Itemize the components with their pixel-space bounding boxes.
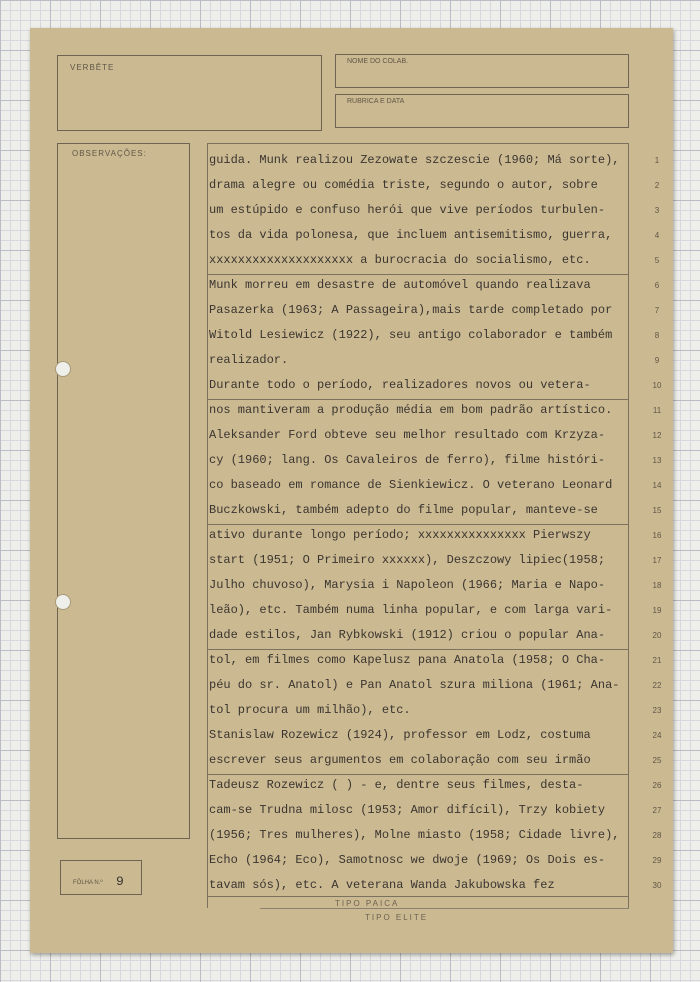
text-line: leão), etc. Também numa linha popular, e com larga vari-: [209, 603, 613, 617]
line-number: 15: [652, 506, 662, 515]
line-number: 30: [652, 881, 662, 890]
text-line: Durante todo o período, realizadores novos ou vetera-: [209, 378, 591, 392]
line-number: 28: [652, 831, 662, 840]
text-line: cy (1960; lang. Os Cavaleiros de ferro), filme históri-: [209, 453, 606, 467]
text-line: Tadeusz Rozewicz ( ) - e, dentre seus filmes, desta-: [209, 778, 584, 792]
line-number: 2: [654, 181, 660, 190]
folha-number: 9: [116, 874, 124, 889]
text-line: Pasazerka (1963; A Passageira),mais tarde completado por: [209, 303, 613, 317]
line-number: 18: [652, 581, 662, 590]
line-number: 4: [654, 231, 660, 240]
line-number: 5: [654, 256, 660, 265]
line-number: 26: [652, 781, 662, 790]
line-number: 12: [652, 431, 662, 440]
text-line: Aleksander Ford obteve seu melhor resultado com Krzyza-: [209, 428, 606, 442]
text-line: Echo (1964; Eco), Samotnosc we dwoje (1969; Os Dois es-: [209, 853, 606, 867]
line-number: 25: [652, 756, 662, 765]
text-line: Stanislaw Rozewicz (1924), professor em Lodz, costuma: [209, 728, 591, 742]
line-number: 20: [652, 631, 662, 640]
line-number: 11: [652, 406, 662, 415]
text-line: Witold Lesiewicz (1922), seu antigo colaborador e também: [209, 328, 613, 342]
line-number: 14: [652, 481, 662, 490]
typing-area-top-border: [207, 143, 629, 144]
line-number: 3: [654, 206, 660, 215]
folha-box: [60, 860, 142, 895]
line-number: 23: [652, 706, 662, 715]
tipo-paica-label: TIPO PAICA: [335, 899, 400, 908]
text-line: tos da vida polonesa, que incluem antisemitismo, guerra,: [209, 228, 613, 242]
text-line: um estúpido e confuso herói que vive períodos turbulen-: [209, 203, 606, 217]
tipo-elite-label: TIPO ELITE: [365, 913, 429, 922]
text-line: tol procura um milhão), etc.: [209, 703, 411, 717]
text-line: start (1951; O Primeiro xxxxxx), Deszczowy lipiec(1958;: [209, 553, 606, 567]
line-number: 17: [652, 556, 662, 565]
folha-label: FÔLHA N.º: [73, 880, 103, 886]
text-line: péu do sr. Anatol) e Pan Anatol szura miliona (1961; Ana-: [209, 678, 620, 692]
line-number: 6: [654, 281, 660, 290]
line-number: 16: [652, 531, 662, 540]
tipo-elite-rule: [260, 908, 629, 909]
observacoes-label: OBSERVAÇÕES:: [72, 149, 147, 158]
text-line: Buczkowski, também adepto do filme popular, manteve-se: [209, 503, 598, 517]
line-number: 13: [652, 456, 662, 465]
punch-hole-bottom: [55, 594, 71, 610]
text-line: tol, em filmes como Kapelusz pana Anatola (1958; O Cha-: [209, 653, 606, 667]
rubrica-label: RUBRICA E DATA: [347, 98, 405, 105]
text-line: Julho chuvoso), Marysia i Napoleon (1966; Maria e Napo-: [209, 578, 606, 592]
punch-hole-top: [55, 361, 71, 377]
line-number: 22: [652, 681, 662, 690]
line-number: 8: [654, 331, 660, 340]
line-number: 1: [654, 156, 660, 165]
text-line: drama alegre ou comédia triste, segundo o autor, sobre: [209, 178, 598, 192]
line-number: 10: [652, 381, 662, 390]
line-number: 29: [652, 856, 662, 865]
line-number: 21: [652, 656, 662, 665]
text-line: (1956; Tres mulheres), Molne miasto (1958; Cidade livre),: [209, 828, 620, 842]
text-line: dade estilos, Jan Rybkowski (1912) criou o popular Ana-: [209, 628, 606, 642]
observacoes-box: [57, 143, 190, 839]
text-line: co baseado em romance de Sienkiewicz. O veterano Leonard: [209, 478, 613, 492]
line-number: 27: [652, 806, 662, 815]
text-line: guida. Munk realizou Zezowate szczescie (1960; Má sorte),: [209, 153, 620, 167]
text-line: realizador.: [209, 353, 289, 367]
line-number: 7: [654, 306, 660, 315]
text-line: escrever seus argumentos em colaboração com seu irmão: [209, 753, 591, 767]
text-line: Munk morreu em desastre de automóvel quando realizava: [209, 278, 591, 292]
line-number: 24: [652, 731, 662, 740]
text-line: tavam sós), etc. A veterana Wanda Jakubowska fez: [209, 878, 555, 892]
typing-area-right-border: [628, 143, 629, 908]
text-line: nos mantiveram a produção média em bom padrão artístico.: [209, 403, 613, 417]
typing-area-left-border: [207, 143, 208, 908]
text-line: xxxxxxxxxxxxxxxxxxxx a burocracia do socialismo, etc.: [209, 253, 591, 267]
line-number: 9: [654, 356, 660, 365]
line-number: 19: [652, 606, 662, 615]
text-line: cam-se Trudna milosc (1953; Amor difícil), Trzy kobiety: [209, 803, 606, 817]
verbete-label: VERBÊTE: [70, 63, 115, 72]
text-line: ativo durante longo período; xxxxxxxxxxxxxxx Pierwszy: [209, 528, 591, 542]
nome-colab-label: NOME DO COLAB.: [347, 58, 409, 65]
